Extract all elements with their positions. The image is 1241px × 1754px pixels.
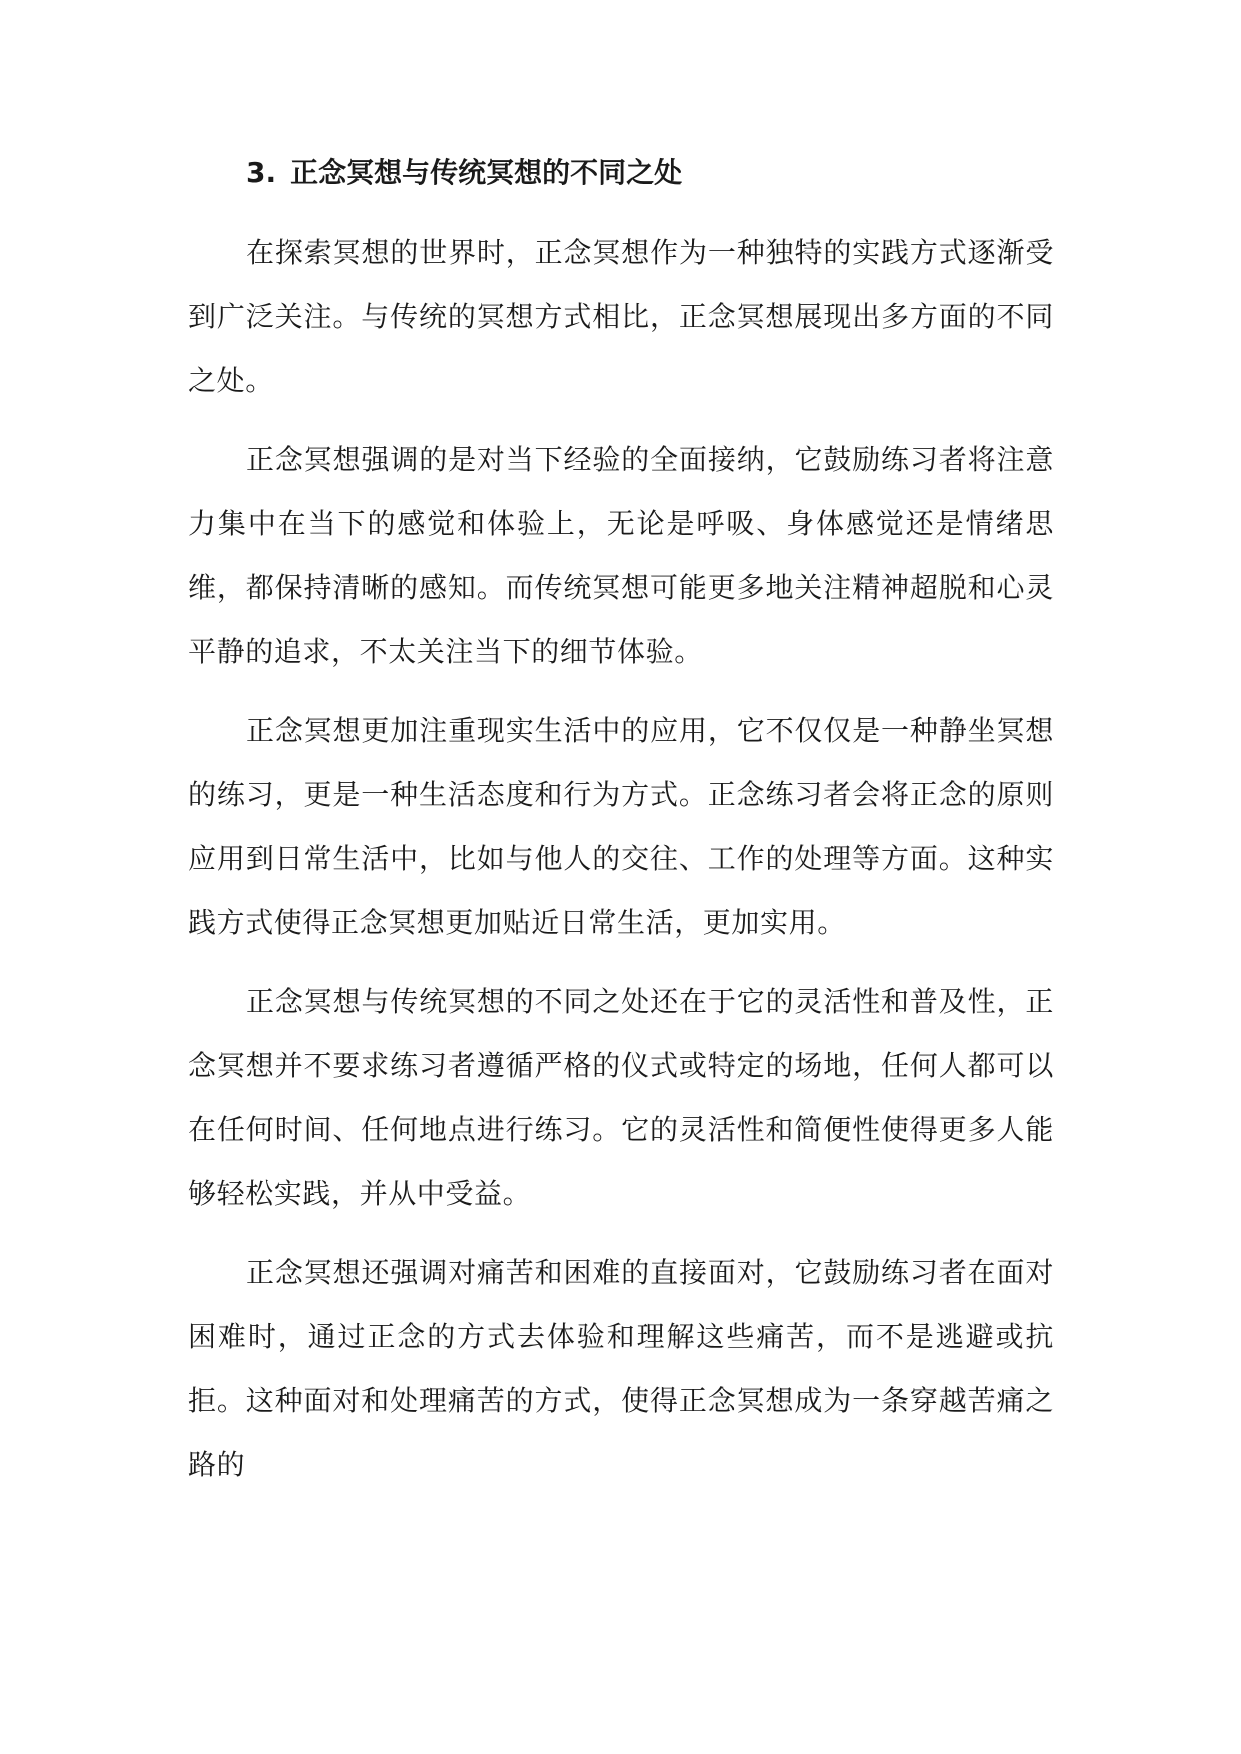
paragraph-2: 正念冥想强调的是对当下经验的全面接纳，它鼓励练习者将注意力集中在当下的感觉和体验上，无论是呼吸、身体感觉还是情绪思维，都保持清晰的感知。而传统冥想可能更多地关注精神超脱和心灵平静的追求，不太关注当下的细节体验。: [188, 443, 1054, 668]
paragraph-5: 正念冥想还强调对痛苦和困难的直接面对，它鼓励练习者在面对困难时，通过正念的方式去体验和理解这些痛苦，而不是逃避或抗拒。这种面对和处理痛苦的方式，使得正念冥想成为一条穿越苦痛之路的: [188, 1256, 1054, 1481]
section-heading: [188, 149, 1054, 196]
section-number: 3.: [246, 156, 277, 189]
paragraph-4: 正念冥想与传统冥想的不同之处还在于它的灵活性和普及性，正念冥想并不要求练习者遵循严格的仪式或特定的场地，任何人都可以在任何时间、任何地点进行练习。它的灵活性和简便性使得更多人能够轻松实践，并从中受益。: [188, 985, 1054, 1210]
paragraph-3: 正念冥想更加注重现实生活中的应用，它不仅仅是一种静坐冥想的练习，更是一种生活态度和行为方式。正念练习者会将正念的原则应用到日常生活中，比如与他人的交往、工作的处理等方面。这种实践方式使得正念冥想更加贴近日常生活，更加实用。: [188, 714, 1054, 939]
document-body: [188, 149, 1054, 1512]
paragraph-1: 在探索冥想的世界时，正念冥想作为一种独特的实践方式逐渐受到广泛关注。与传统的冥想方式相比，正念冥想展现出多方面的不同之处。: [188, 236, 1054, 397]
section-title: 正念冥想与传统冥想的不同之处: [290, 156, 683, 189]
